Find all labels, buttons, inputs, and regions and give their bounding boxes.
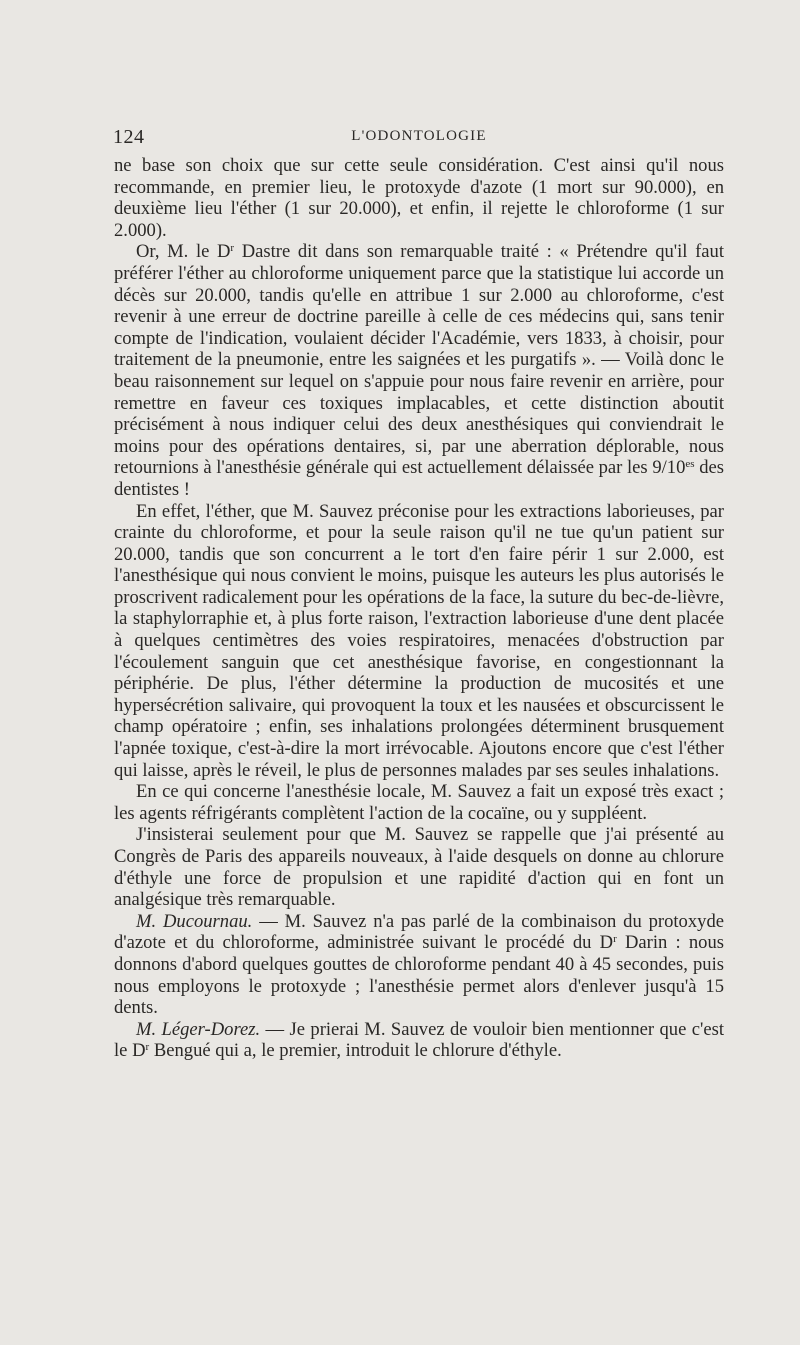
text-run: ne base son choix que sur cette seule considération. C'est ainsi qu'il nous recommande, en premier lieu, le protoxyde d'azote (1 mort sur 90.000), en deuxième lieu l'éther (1 sur 20.000), et enfin, il rejette le chloroforme (1 sur 2.000). xyxy=(114,155,724,241)
paragraph xyxy=(114,1019,724,1062)
text-run: Or, M. le D xyxy=(136,241,231,263)
superscript: r xyxy=(613,933,617,946)
text-run: J'insisterai seulement pour que M. Sauvez se rappelle que j'ai présenté au Congrès de Paris des appareils nouveaux, à l'aide desquels on donne au chlorure d'éthyle une force de propulsion et une rapidité d'action qui en font un analgésique très remarquable. xyxy=(114,824,724,911)
text-run: des dentistes ! xyxy=(114,457,725,500)
text-run: — Je prierai M. Sauvez de vouloir bien mentionner que c'est le D xyxy=(114,1018,724,1062)
superscript: es xyxy=(685,458,695,471)
paragraph xyxy=(114,155,724,241)
page-header xyxy=(113,126,725,150)
speaker-name: M. Ducournau. xyxy=(136,910,253,932)
superscript: r xyxy=(145,1041,150,1054)
paragraph xyxy=(114,781,724,824)
speaker-name: M. Léger-Dorez. xyxy=(136,1018,261,1040)
body-text xyxy=(114,155,724,1062)
superscript: r xyxy=(230,242,235,255)
text-run: Dastre dit dans son remarquable traité : « Prétendre qu'il faut préférer l'éther au chloroforme uniquement parce que la statistique lui accorde un décès sur 20.000, tandis qu'elle en attribue 1 sur 2.000 au chloroforme, c'est revenir à une erreur de doctrine pareille à celle de ces médecins qui, sans tenir compte de l'indication, voulaient décider l'Académie, vers 1833, à choisir, pour traitement de la pneumonie, entre les saignées et les purgatifs ». — Voilà donc le beau raisonnement sur lequel on s'appuie pour nous faire revenir en arrière, pour remettre en faveur ces toxiques implacables, et cette distinction aboutit précisément à nous indiquer celui des deux anesthésiques qui conviendrait le moins pour des opérations dentaires, si, par une aberration déplorable, nous retournions à l'anesthésie générale qui est actuellement délaissée par les 9/10 xyxy=(114,241,724,479)
text-run: Darin : nous donnons d'abord quelques gouttes de chloroforme pendant 40 à 45 secondes, puis nous employons le protoxyde ; l'anesthésie permet alors d'enlever jusqu'à 15 dents. xyxy=(114,932,724,1019)
text-run: — M. Sauvez n'a pas parlé de la combinaison du protoxyde d'azote et du chloroforme, administrée suivant le procédé du D xyxy=(114,910,724,954)
paragraph xyxy=(114,911,724,1019)
running-title: L'ODONTOLOGIE xyxy=(351,128,487,144)
text-run: En effet, l'éther, que M. Sauvez préconise pour les extractions laborieuses, par crainte du chloroforme, et pour la seule raison qu'il ne tue qu'un patient sur 20.000, tandis que son concurrent a le tort d'en faire périr 1 sur 2.000, est l'anesthésique qui nous convient le moins, puisque les auteurs les plus autorisés le proscrivent radicalement pour les opérations de la face, la suture du bec-de-lièvre, la staphylorraphie et, à plus forte raison, l'extraction laborieuse d'une dent placée à quelques centimètres des voies respiratoires, menacées d'obstruction par l'écoulement sanguin que cet anesthésique favorise, en congestionnant la périphérie. De plus, l'éther détermine la production de mucosités et une hypersécrétion salivaire, qui provoquent la toux et les nausées et obscurcissent le champ opératoire ; enfin, ses inhalations prolongées déterminent brusquement l'apnée toxique, c'est-à-dire la mort irrévocable. Ajoutons encore que c'est l'éther qui laisse, après le réveil, le plus de personnes malades par ses seules inhalations. xyxy=(114,500,724,781)
paragraph xyxy=(114,501,724,782)
text-run: Bengué qui a, le premier, introduit le chlorure d'éthyle. xyxy=(149,1040,562,1062)
paragraph xyxy=(114,241,724,500)
text-run: En ce qui concerne l'anesthésie locale, M. Sauvez a fait un exposé très exact ; les agents réfrigérants complètent l'action de la cocaïne, ou y suppléent. xyxy=(114,781,724,824)
page-number: 124 xyxy=(113,126,145,148)
paragraph xyxy=(114,824,724,910)
